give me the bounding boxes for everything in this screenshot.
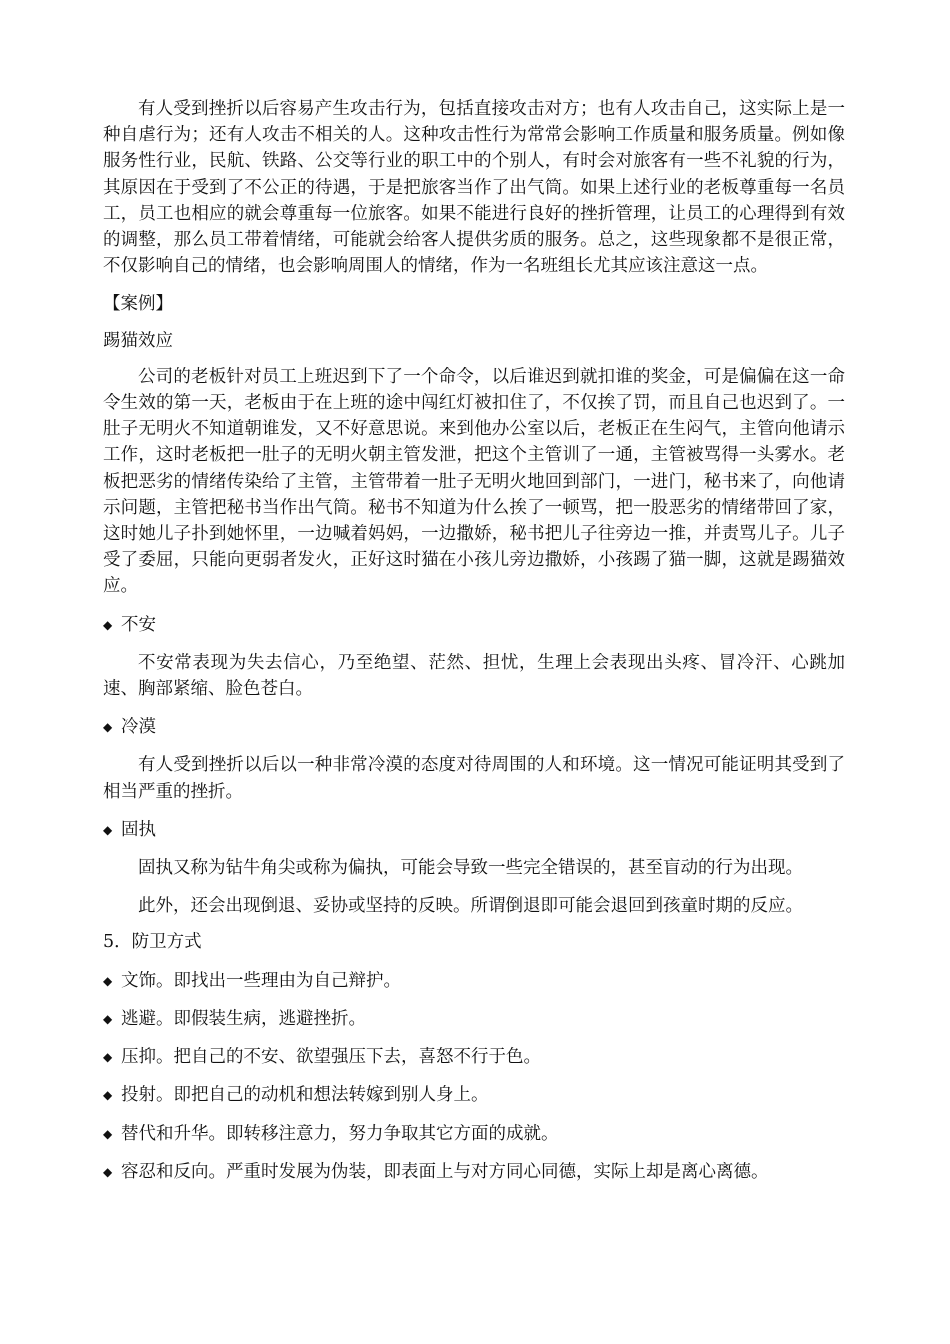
case-title: 踢猫效应 [103, 330, 173, 351]
list-item-text: 替代和升华。即转移注意力，努力争取其它方面的成就。 [121, 1123, 559, 1144]
paragraph-anxiety: 不安常表现为失去信心，乃至绝望、茫然、担忧，生理上会表现出头疼、冒冷汗、心跳加速、胸部紧缩、脸色苍白。 [103, 652, 845, 700]
paragraph-stubborn: 固执又称为钻牛角尖或称为偏执，可能会导致一些完全错误的，甚至盲动的行为出现。 [138, 858, 803, 879]
list-item [103, 1082, 845, 1108]
diamond-bullet-icon: ◆ [103, 617, 113, 632]
bullet-heading-text: 固执 [121, 819, 156, 840]
diamond-bullet-icon: ◆ [103, 1164, 113, 1179]
bullet-heading-apathy [103, 714, 845, 740]
document-page [103, 96, 845, 1185]
list-item-text: 逃避。即假装生病，逃避挫折。 [121, 1008, 366, 1029]
diamond-bullet-icon: ◆ [103, 1126, 113, 1141]
diamond-bullet-icon: ◆ [103, 720, 113, 735]
list-item [103, 1159, 845, 1185]
paragraph-case-body: 公司的老板针对员工上班迟到下了一个命令，以后谁迟到就扣谁的奖金，可是偏偏在这一命令生效的第一天，老板由于在上班的途中闯红灯被扣住了，不仅挨了罚，而且自己也迟到了。一肚子无明火不知道朝谁发，又不好意思说。来到他办公室以后，老板正在生闷气，主管向他请示工作，这时老板把一肚子的无明火朝主管发泄，把这个主管训了一通，主管被骂得一头雾水。老板把恶劣的情绪传染给了主管，主管带着一肚子无明火地回到部门，一进门，秘书来了，向他请示问题，主管把秘书当作出气筒。秘书不知道为什么挨了一顿骂，把一股恶劣的情绪带回了家，这时她儿子扑到她怀里，一边喊着妈妈，一边撒娇，秘书把儿子往旁边一推，并责骂儿子。儿子受了委屈，只能向更弱者发火，正好这时猫在小孩儿旁边撒娇，小孩踢了猫一脚，这就是踢猫效应。 [103, 366, 845, 597]
diamond-bullet-icon: ◆ [103, 973, 113, 988]
bullet-heading-anxiety [103, 612, 845, 638]
list-item-text: 投射。即把自己的动机和想法转嫁到别人身上。 [121, 1085, 489, 1106]
list-item [103, 1044, 845, 1070]
bullet-heading-stubborn [103, 817, 845, 843]
paragraph-other-reactions: 此外，还会出现倒退、妥协或坚持的反映。所谓倒退即可能会退回到孩童时期的反应。 [138, 896, 803, 917]
section-heading-defense: 5．防卫方式 [103, 932, 202, 953]
paragraph-aggression: 有人受到挫折以后容易产生攻击行为，包括直接攻击对方；也有人攻击自己，这实际上是一种自虐行为；还有人攻击不相关的人。这种攻击性行为常常会影响工作质量和服务质量。例如像服务性行业，民航、铁路、公交等行业的职工中的个别人，有时会对旅客有一些不礼貌的行为，其原因在于受到了不公正的待遇，于是把旅客当作了出气筒。如果上述行业的老板尊重每一名员工，员工也相应的就会尊重每一位旅客。如果不能进行良好的挫折管理，让员工的心理得到有效的调整，那么员工带着情绪，可能就会给客人提供劣质的服务。总之，这些现象都不是很正常，不仅影响自己的情绪，也会影响周围人的情绪，作为一名班组长尤其应该注意这一点。 [103, 99, 845, 277]
list-item [103, 1006, 845, 1032]
diamond-bullet-icon: ◆ [103, 1011, 113, 1026]
defense-list [103, 956, 845, 1185]
list-item-text: 压抑。把自己的不安、欲望强压下去，喜怒不行于色。 [121, 1047, 541, 1068]
paragraph-apathy: 有人受到挫折以后以一种非常冷漠的态度对待周围的人和环境。这一情况可能证明其受到了相当严重的挫折。 [103, 755, 845, 802]
list-item [103, 1121, 845, 1147]
list-item-text: 容忍和反向。严重时发展为伪装，即表面上与对方同心同德，实际上却是离心离德。 [121, 1161, 769, 1182]
bullet-heading-text: 不安 [121, 614, 156, 635]
diamond-bullet-icon: ◆ [103, 1088, 113, 1103]
list-item [103, 968, 845, 994]
list-item-text: 文饰。即找出一些理由为自己辩护。 [121, 970, 401, 991]
case-label: 【案例】 [103, 294, 173, 315]
diamond-bullet-icon: ◆ [103, 1050, 113, 1065]
bullet-heading-text: 冷漠 [121, 717, 156, 738]
diamond-bullet-icon: ◆ [103, 822, 113, 837]
